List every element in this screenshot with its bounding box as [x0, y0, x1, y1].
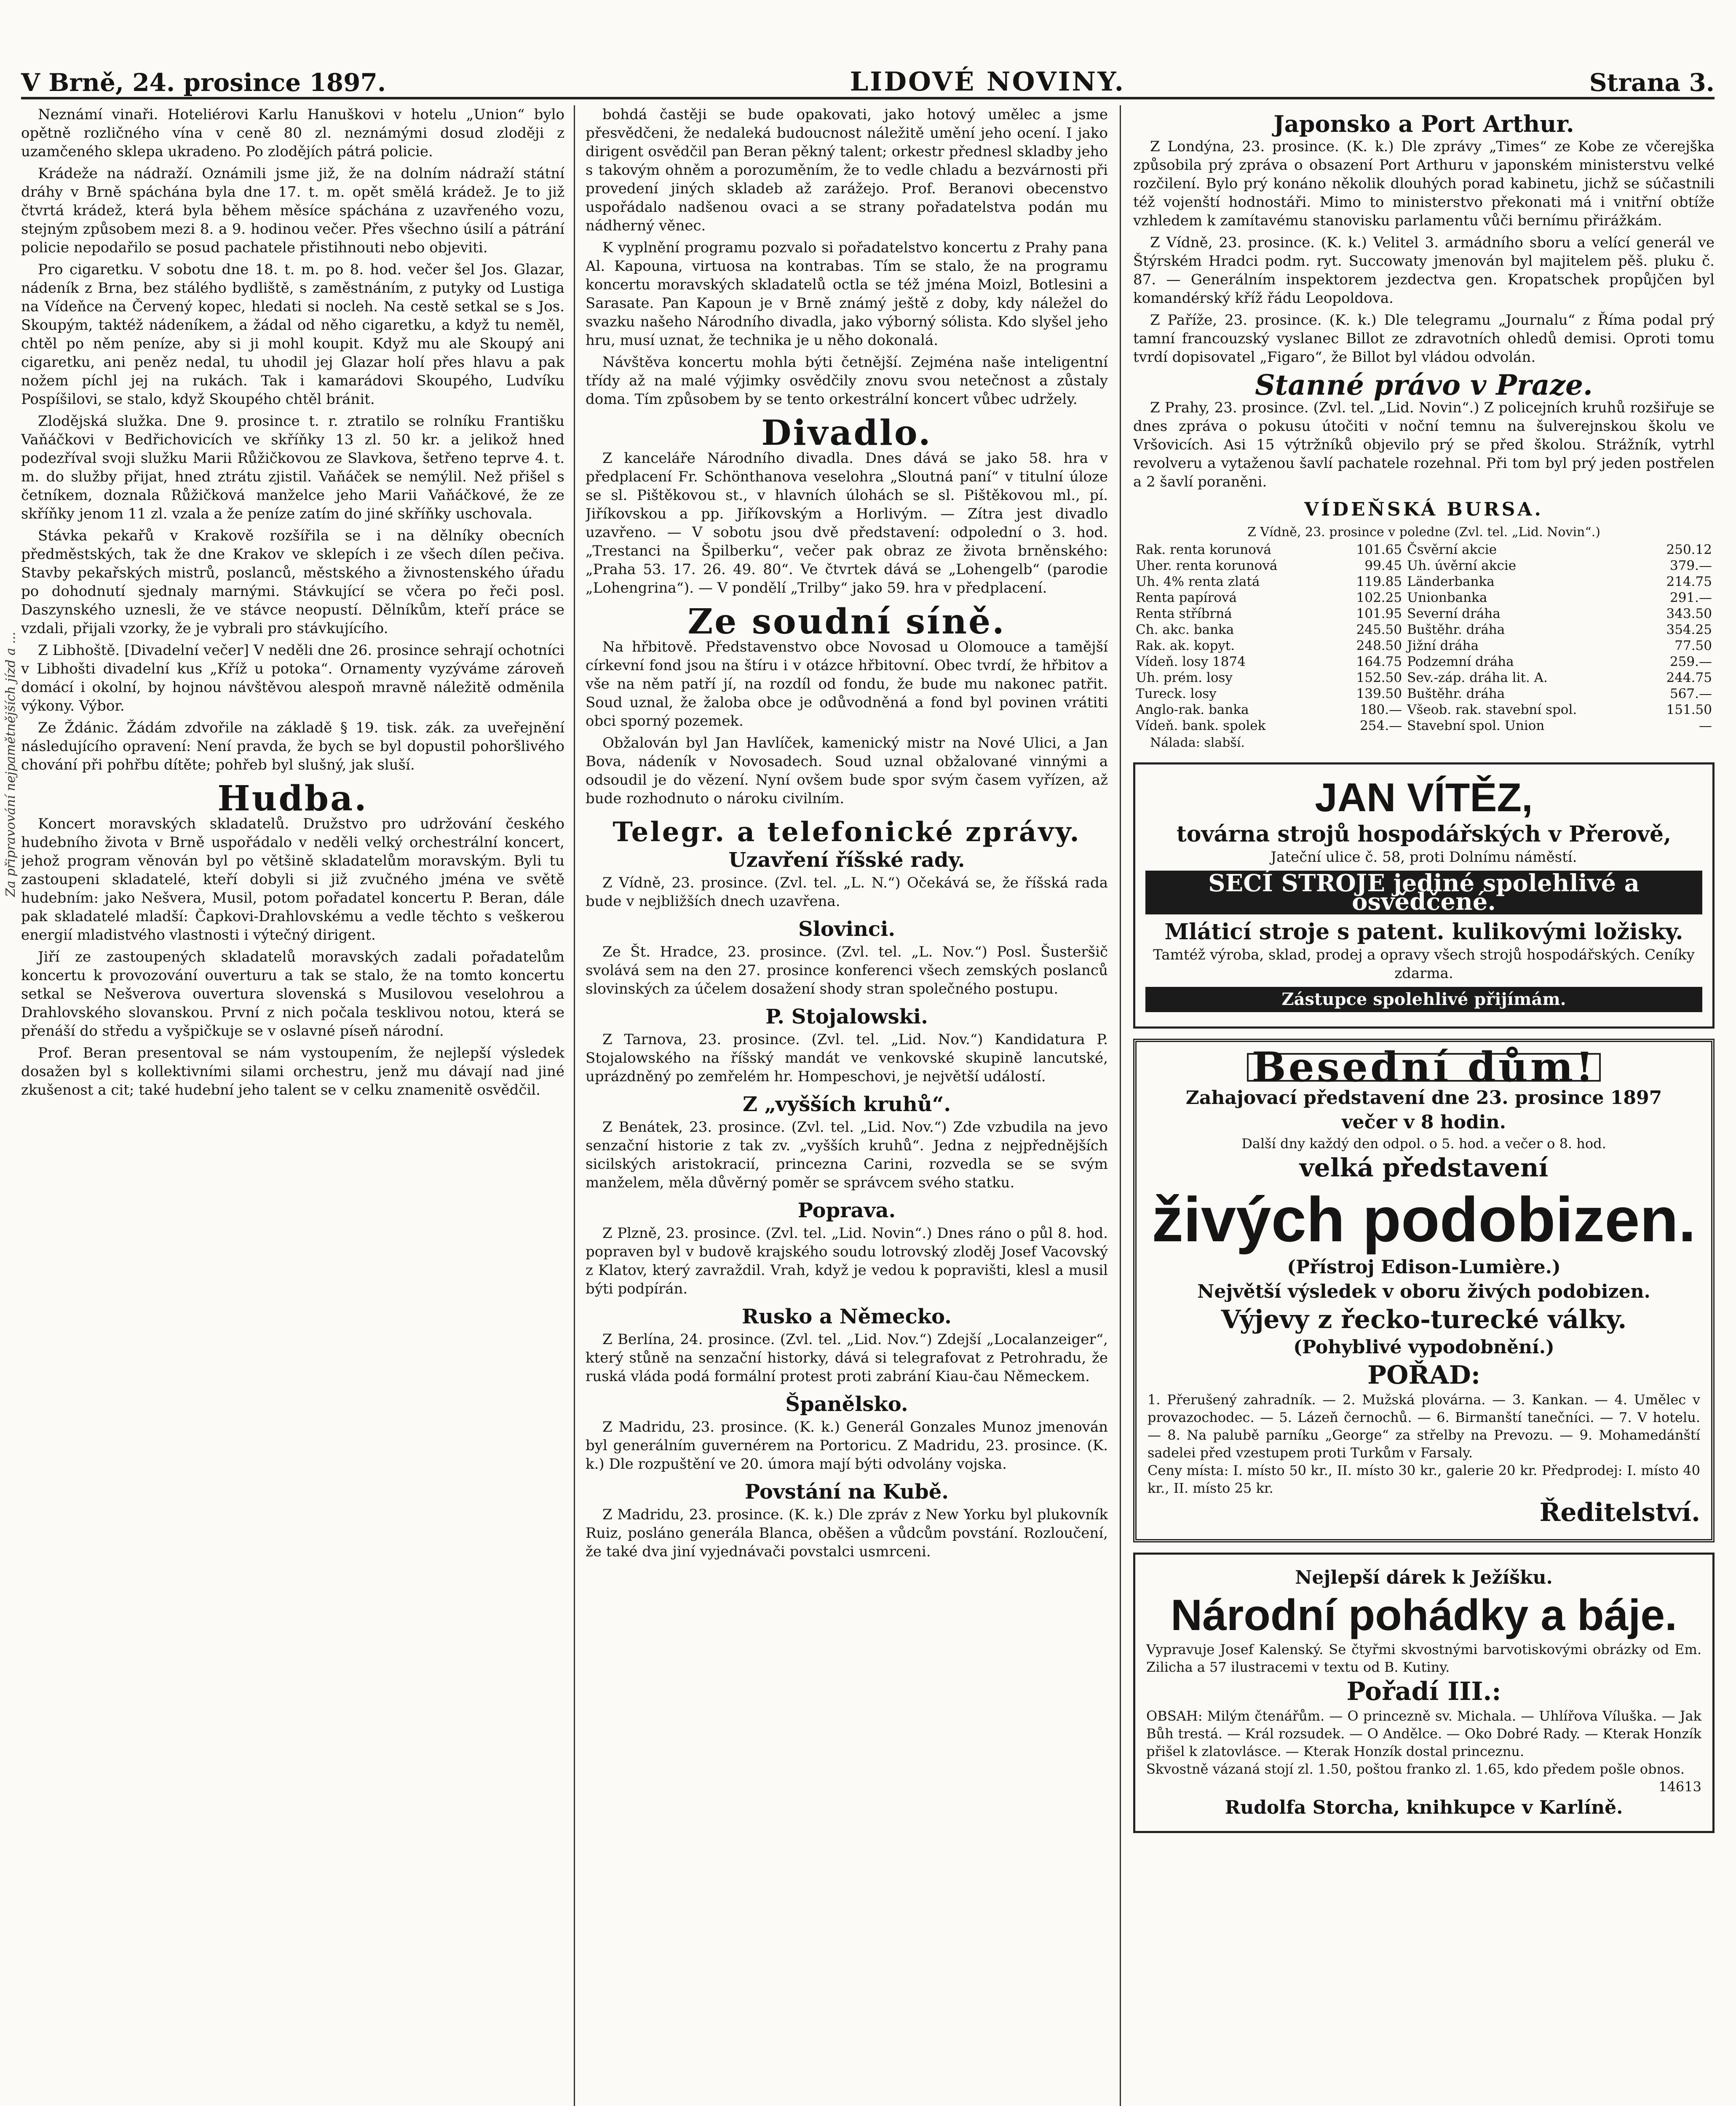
- advertisement-pohadky: [1133, 1553, 1715, 1833]
- news-text: Z Benátek, 23. prosince. (Zvl. tel. „Lid. Nov.“) Zde vzbudila na jevo senzační historie z tak zv. „vyšších kruhů“. Jedna z nejpřednějších sicilských aristokracií, princezna Carini, rozvedla se se svým manželem, měla důvěrný poměr se správcem svého statku.: [586, 1119, 1108, 1191]
- bursa-table: [1133, 542, 1715, 734]
- news-subheading: Z „vyšších kruhů“.: [742, 1093, 951, 1116]
- article-paragraph: Ze Ždánic. Žádám zdvořile na základě § 19. tisk. zák. za uveřejnění následujícího opravení: Není pravda, že bych se byl dopustil pohoršlivého chování při pohřbu dítěte; pohřeb byl slušný, jak sluší.: [21, 719, 564, 773]
- ad-line: Mláticí stroje s patent. kulikovými ložisky.: [1164, 919, 1683, 945]
- ad-subtitle: Pořadí III.:: [1346, 1677, 1501, 1706]
- ad-signature: Ředitelství.: [1539, 1498, 1700, 1527]
- article-paragraph: Z kanceláře Národního divadla. Dnes dává se jako 58. hra v předplacení Fr. Schönthanova veselohra „Sloutná paní“ v titulní úloze se sl. Pištěkovou st., v hlavních úlohách se sl. Pištěkovou ml., pí. Jiříkovskou a pp. Jiříkovským a Horlivým. — Zítra jest divadlo uzavřeno. — V sobotu jsou dvě představení: odpolední o 3. hod. „Trestanci na Špilberku“, večer pak obraz ze života brněnského: „Praha 53. 17. 26. 49. 80“. Ve čtvrtek dává se „Lohengelb“ (parodie „Lohengrina“). — V pondělí „Trilby“ jako 59. hra v předplacení.: [586, 450, 1108, 596]
- column-rule: [574, 105, 575, 2106]
- ad-line: Výjevy z řecko-turecké války.: [1221, 1305, 1627, 1334]
- ad-line: (Pohyblivé vypodobnění.): [1293, 1336, 1554, 1358]
- column-1: [21, 105, 564, 2106]
- bursa-value: 379.—: [1669, 558, 1712, 573]
- section-heading-hudba: Hudba.: [217, 778, 368, 819]
- article-paragraph: Zlodějská služka. Dne 9. prosince t. r. ztratilo se rolníku Františku Vaňáčkovi v Bedřichovicích ve skříňky 13 zl. 50 kr. a jelikož hned podezříval svoji služku Marii Růžičkovou ze Slavkova, šetřeno teprve 4. t. m. do služby přijat, hned ztrátu zjistil. Vaňáček se nemýlil. Než přišel s četníkem, doznala Růžičková manželce jeho Marii Vaňáčkové, že ze skříňky jenom 11 zl. vzala a že peníze zatím do jiné skříňky uschovala.: [21, 413, 564, 522]
- article-paragraph: Krádeže na nádraží. Oznámili jsme již, že na dolním nádraží státní dráhy v Brně spáchána byla dne 17. t. m. opět smělá krádež. Je to již čtvrtá krádež, která byla během měsíce spáchána z uzavřeného vozu, stejným způsobem mezi 8. a 9. hodinou večer. Přes všechno úsilí a pátrání policie nepodařilo se posud pachatele přistihnouti nebo objeviti.: [21, 165, 564, 256]
- bursa-value: 214.75: [1666, 574, 1712, 589]
- news-text: Z Plzně, 23. prosince. (Zvl. tel. „Lid. Novin“.) Dnes ráno o půl 8. hod. popraven byl v budově krajského soudu lotrovský zloděj Josef Vacovský z Klatov, který zavraždil. Vrah, když je vedou k popravišti, klesl a musil býti podpírán.: [586, 1225, 1108, 1297]
- news-text: Ze Št. Hradce, 23. prosince. (Zvl. tel. „L. Nov.“) Posl. Šusteršič svolává sem na den 27. prosince konferenci všech zemských poslanců slovinských za účelem dosažení shody stran společného postupu.: [586, 943, 1108, 997]
- bursa-value: 245.50: [1356, 622, 1402, 637]
- bursa-label: Länderbanka: [1407, 574, 1495, 589]
- bursa-value: 99.45: [1364, 558, 1402, 573]
- ad-line: Zahajovací představení dne 23. prosince 1897: [1185, 1087, 1662, 1109]
- article-paragraph: K vyplnění programu pozvalo si pořadatelstvo koncertu z Prahy pana Al. Kapouna, virtuosa na kontrabas. Tím se stalo, že na programu koncertu moravských skladatelů octla se též jména Moizl, Botlesini a Sarasate. Pan Kapoun je v Brně známý ještě z doby, kdy náležel do svazku našeho Národního divadla, jako výborný sólista. Kdo slyšel jeho hru, musí uznat, že technika je u něho dokonalá.: [586, 239, 1108, 349]
- bursa-value: 354.25: [1666, 622, 1712, 637]
- bursa-label: Uh. prém. losy: [1136, 670, 1233, 685]
- bursa-label: Renta papírová: [1136, 590, 1237, 605]
- bursa-label: Podzemní dráha: [1407, 654, 1514, 669]
- bursa-row: [1133, 702, 1715, 718]
- newspaper-page: [21, 51, 1715, 2106]
- bursa-value: 152.50: [1356, 670, 1402, 685]
- ad-prices: Ceny místa: I. místo 50 kr., II. místo 30 kr., galerie 20 kr. Předprodej: I. místo 40 kr., II. místo 25 kr.: [1148, 1462, 1700, 1496]
- bursa-row: [1133, 654, 1715, 670]
- news-text: Z Tarnova, 23. prosince. (Zvl. tel. „Lid. Nov.“) Kandidatura P. Stojalowského na říšský mandát ve venkovské skupině lancutské, uprázdněný po zemřelém hr. Hompeschovi, je největší událostí.: [586, 1031, 1108, 1085]
- bursa-value: —: [1699, 718, 1712, 733]
- bursa-row: [1133, 606, 1715, 622]
- page-number: Strana 3.: [1589, 68, 1715, 97]
- bursa-label: Jižní dráha: [1407, 638, 1479, 653]
- bursa-value: 250.12: [1666, 542, 1712, 557]
- ad-line: Další dny každý den odpol. o 5. hod. a večer o 8. hod.: [1241, 1136, 1606, 1152]
- ad-line: (Přístroj Edison-Lumière.): [1287, 1256, 1561, 1278]
- news-subheading: Poprava.: [797, 1199, 896, 1222]
- advertisement-besedni-dum: [1133, 1039, 1715, 1542]
- ad-company-name: JAN VÍTĚZ,: [1315, 775, 1533, 820]
- bursa-value: 291.—: [1669, 590, 1712, 605]
- ad-line: Tamtéž výroba, sklad, prodej a opravy všech strojů hospodářských. Ceníky zdarma.: [1153, 946, 1695, 982]
- bursa-heading: VÍDEŇSKÁ BURSA.: [1304, 499, 1543, 520]
- news-text: Z Paříže, 23. prosince. (K. k.) Dle telegramu „Journalu“ z Říma podal prý tamní francouzský vyslanec Billot ze zdravotních ohledů demisi. Oproti tomu tvrdí dopisovatel „Figaro“, že Billot byl vládou odvolán.: [1133, 312, 1715, 366]
- article-paragraph: Stávka pekařů v Krakově rozšířila se i na dělníky obecních předměstských, tak že dne Krakov ve sklepích i ze všech dílen pečiva. Stavby pekařských mistrů, poslanců, městského a živnostenského úřadu po dohodnutí sjednaly marnými. Stávkující se včera po řeči posl. Daszynského uznesli, že ve stávce neopustí. Dělníkům, kteří práce se vzdali, přijali vzorky, že je vybrali pro stávkujícího.: [21, 527, 564, 637]
- bursa-row: [1133, 670, 1715, 686]
- bursa-value: 102.25: [1356, 590, 1402, 605]
- masthead-title: LIDOVÉ NOVINY.: [850, 66, 1126, 97]
- bursa-value: 101.65: [1356, 542, 1402, 557]
- bursa-value: 343.50: [1666, 606, 1712, 621]
- news-text: Z Vídně, 23. prosince. (Zvl. tel. „L. N.“) Očekává se, že říšská rada bude v nejbližších dnech uzavřena.: [586, 874, 1108, 910]
- article-paragraph: Návštěva koncertu mohla býti četnější. Zejména naše inteligentní třídy až na malé výjimky osvědčily znovu svou netečnost a zůstaly doma. Tím způsobem by se tento orkestrální koncert vůbec udržely.: [586, 354, 1108, 408]
- bursa-label: Rak. ak. kopyt.: [1136, 638, 1235, 653]
- bursa-label: Uh. úvěrní akcie: [1407, 558, 1517, 573]
- news-subheading: Španělsko.: [785, 1392, 908, 1416]
- article-paragraph: Na hřbitově. Představenstvo obce Novosad u Olomouce a tamější církevní fond jsou na štíru i v otázce hřbitovní. Obec tvrdí, že hřbitov a vše na něm patří jí, na rozdíl od fondu, že bude mu nakonec patřit. Soud uznal, že žaloba obce je odůvodněná a fond byl povinen vrátiti obci sporný pozemek.: [586, 639, 1108, 730]
- bursa-value: 567.—: [1669, 686, 1712, 701]
- bursa-mood: Nálada: slabší.: [1150, 735, 1245, 750]
- news-text: Z Madridu, 23. prosince. (K. k.) Dle zpráv z New Yorku byl plukovník Ruiz, posláno generála Blanca, oběšen a vůdcům povstání. Rozloučení, že také dva jiní vyjednávači povstalci usmrceni.: [586, 1506, 1108, 1560]
- bursa-value: 244.75: [1666, 670, 1712, 685]
- bursa-value: 151.50: [1666, 702, 1712, 717]
- ad-line: továrna strojů hospodářských v Přerově,: [1176, 821, 1672, 847]
- bursa-label: Čsvěrní akcie: [1407, 542, 1497, 557]
- bursa-label: Vídeň. losy 1874: [1136, 654, 1246, 669]
- news-text: Z Londýna, 23. prosince. (K. k.) Dle zprávy „Times“ ze Kobe ze včerejška způsobila prý zpráva o obsazení Port Arthuru v japonském ministerstvu velké rozčilení. Bylo prý konáno několik dlouhých porad kabinetu, jichž se súčastnili též vojenští hodnostáři. Mimo to ministerstvo překonati má i vnitřní obtíže vzhledem k zamítavému stanovisku parlamentu vůči bernímu přirážkám.: [1133, 138, 1715, 229]
- bursa-value: 180.—: [1360, 702, 1402, 717]
- news-subheading: Povstání na Kubě.: [745, 1480, 949, 1504]
- section-heading-stanne: Stanné právo v Praze.: [1255, 369, 1593, 401]
- article-paragraph: Z Libhoště. [Divadelní večer] V neděli dne 26. prosince sehrají ochotníci v Libhošti divadelní kus „Kříž u potoka“. Ornamenty vyzýváme zároveň domácí i okolní, by hojnou návštěvou alespoň mravně náležitě odměnila výkony. Výbor.: [21, 642, 564, 714]
- header-date: V Brně, 24. prosince 1897.: [21, 68, 386, 97]
- ad-code: 14613: [1658, 1779, 1701, 1795]
- ad-price: Skvostně vázaná stojí zl. 1.50, poštou franko zl. 1.65, kdo předem pošle obnos.: [1146, 1761, 1685, 1777]
- ad-highlight: Zástupce spolehlivé přijímám.: [1145, 987, 1702, 1012]
- bursa-label: Unionbanka: [1407, 590, 1487, 605]
- news-text: Z Madridu, 23. prosince. (K. k.) Generál Gonzales Munoz jmenován byl generálním guvernérem na Portoricu. Z Madridu, 23. prosince. (K. k.) Dle rozpuštění ve 20. úmora mají býti odvolány vojska.: [586, 1419, 1108, 1473]
- bursa-row: [1133, 542, 1715, 558]
- ad-big-heading: živých podobizen.: [1152, 1184, 1696, 1255]
- ad-publisher: Rudolfa Storcha, knihkupce v Karlíně.: [1225, 1797, 1623, 1818]
- advertisement-jan-vitez: [1133, 762, 1715, 1029]
- ad-line: Jateční ulice č. 58, proti Dolnímu náměstí.: [1271, 849, 1577, 866]
- column-rule: [1120, 105, 1121, 2106]
- bursa-row: [1133, 574, 1715, 590]
- ad-big-heading: Národní pohádky a báje.: [1170, 1591, 1677, 1640]
- news-subheading: Uzavření říšské rady.: [728, 848, 965, 872]
- margin-note-text: Za připravování nejpamětnějších jízd a ...: [3, 632, 18, 897]
- news-text: Z Prahy, 23. prosince. (Zvl. tel. „Lid. Novin“.) Z policejních kruhů rozšiřuje se dnes zpráva o pokusu útočiti v noční temnu na šulverejnskou školu ve Vršovicích. Asi 15 výtržníků objevilo prý se před školou. Strážník, vytrhl revolveru a vytaženou šavlí pachatele rozehnal. Při tom byl prý jeden postřelen a 2 šavlí poraněni.: [1133, 399, 1715, 490]
- section-heading-telegr: Telegr. a telefonické zprávy.: [613, 816, 1081, 848]
- column-3: [1133, 105, 1715, 2106]
- bursa-label: Rak. renta korunová: [1136, 542, 1271, 557]
- news-subheading: Slovinci.: [798, 917, 896, 941]
- article-paragraph: Neznámí vinaři. Hoteliérovi Karlu Hanuškovi v hotelu „Union“ bylo opětně rozličného vína v ceně 80 zl. neznámými dosud zloději z uzamčeného sklepa ukradeno. Po zlodějích pátrá policie.: [21, 106, 564, 160]
- bursa-label: Ch. akc. banka: [1136, 622, 1234, 637]
- column-2: [586, 105, 1108, 2106]
- article-paragraph: Jiří ze zastoupených skladatelů moravských zadali pořadatelům koncertu k provozování ouverturu a tak se stalo, že na tomto koncertu setkal se Nešverova ouvertura slovenská s Musilovou veselohrou a Drahlovského slovanskou. První z nich počala tesklivou notou, která se přenáší do středu a vyšpičkuje se v oslavné píseň národní.: [21, 949, 564, 1040]
- article-paragraph: Pro cigaretku. V sobotu dne 18. t. m. po 8. hod. večer šel Jos. Glazar, nádeník z Brna, bez stálého bydliště, s zaměstnáním, z putyky od Lustiga na Vídeňce na Červený kopec, hledati si nocleh. Na cestě setkal se s Jos. Skoupým, taktéž nádeníkem, a žádal od něho cigaretku, a když tu neměl, chtěl po něm peníze, aby si ji mohl koupit. Když mu ale Skoupý ani cigaretku, ani peněz nedal, tu uhodil jej Glazar holí přes hlavu a pak nožem píchl jej na rukách. Tak i kamarádovi Skoupého, Ludvíku Pospíšilovi, se stalo, když Skoupého chtěl bránit.: [21, 261, 564, 408]
- ad-line: velká představení: [1299, 1153, 1549, 1183]
- ad-line: večer v 8 hodin.: [1342, 1112, 1506, 1133]
- bursa-row: [1133, 590, 1715, 606]
- article-paragraph: bohdá častěji se bude opakovati, jako hotový umělec a jsme přesvědčeni, že nedaleká budoucnost náležitě umění jeho ocení. I jako dirigent osvědčil pan Beran pěkný talent; orkestr přednesl skladby jeho s takovým ohněm a porozuměním, že to vedle chladu a bezvárnosti při provedení jiných skladeb až zarážejo. Prof. Beranovi obecenstvo uspořádalo nadšenou ovaci a se strany pořadatelstva podán mu nádherný věnec.: [586, 106, 1108, 234]
- bursa-value: 101.95: [1356, 606, 1402, 621]
- news-subheading: Rusko a Německo.: [742, 1305, 952, 1328]
- ad-program: 1. Přerušený zahradník. — 2. Mužská plovárna. — 3. Kankan. — 4. Umělec v provazochodec. — 5. Lázeň černochů. — 6. Birmanští tanečníci. — 7. V hotelu. — 8. Na palubě parníku „George“ za střelby na Prevozu. — 9. Mohamedánští sadelei před vzestupem proti Turkům v Farsaly.: [1148, 1392, 1700, 1461]
- bursa-value: 164.75: [1356, 654, 1402, 669]
- ad-contents: OBSAH: Milým čtenářům. — O princezně sv. Michala. — Uhlířova Víluška. — Jak Bůh trestá. — Král rozsudek. — O Andělce. — Oko Dobré Rady. — Kterak Honzík přišel k zlatovlásce. — Kterak Honzík dostal princeznu.: [1146, 1708, 1701, 1759]
- bursa-label: Uh. 4% renta zlatá: [1136, 574, 1260, 589]
- news-text: Z Vídně, 23. prosince. (K. k.) Velitel 3. armádního sboru a velící generál ve Štýrském Hradci podm. ryt. Succowaty jmenován byl majitelem pěš. pluku č. 87. — Generálním inspektorem jezdectva gen. Kropatschek propůjčen byl komandérský kříž řádu Leopoldova.: [1133, 234, 1715, 307]
- bursa-label: Stavební spol. Union: [1407, 718, 1545, 733]
- bursa-row: [1133, 638, 1715, 654]
- bursa-subheading: Z Vídně, 23. prosince v poledne (Zvl. tel. „Lid. Novin“.): [1247, 525, 1600, 540]
- article-paragraph: Obžalován byl Jan Havlíček, kamenický mistr na Nové Ulici, a Jan Bova, nádeník v Novosadech. Soud uznal obžalované vinnými a odsoudil je do vězení. Nyní ovšem bude spor svým časem vyřízen, až bude rozhodnuto o nároku civilním.: [586, 735, 1108, 807]
- news-subheading: P. Stojalowski.: [765, 1005, 928, 1029]
- bursa-value: 77.50: [1674, 638, 1712, 653]
- bursa-label: Uher. renta korunová: [1136, 558, 1278, 573]
- bursa-row: [1133, 686, 1715, 702]
- ad-line: Nejlepší dárek k Ježíšku.: [1295, 1567, 1553, 1588]
- bursa-value: 119.85: [1356, 574, 1402, 589]
- section-heading-japan: Japonsko a Port Arthur.: [1273, 110, 1574, 137]
- section-heading-divadlo: Divadlo.: [761, 413, 932, 453]
- ad-program-title: POŘAD:: [1367, 1360, 1480, 1390]
- bursa-row: [1133, 558, 1715, 574]
- bursa-label: Renta stříbrná: [1136, 606, 1232, 621]
- bursa-value: 254.—: [1360, 718, 1402, 733]
- margin-note: [3, 632, 20, 2106]
- ad-line: Vypravuje Josef Kalenský. Se čtyřmi skvostnými barvotiskovými obrázky od Em. Zilicha a 57 ilustracemi v textu od B. Kutiny.: [1146, 1641, 1701, 1675]
- page-header: [21, 51, 1715, 99]
- article-paragraph: Koncert moravských skladatelů. Družstvo pro udržování českého hudebního života v Brně uspořádalo v neděli velký orchestrální koncert, jehož program věnován byl po většině skladatelům moravským. Byli tu zastoupeni skladatelé, kteří dobyli si již zvučného jména ve světě hudebním: jako Nešvera, Musil, potom pořadatel koncertu P. Beran, dále pak skladatelé mladší: Čapkovi-Drahlovskému a vedle těchto s veškerou energií mladistvého vlastnosti i výtečný dirigent.: [21, 815, 564, 943]
- bursa-label: Sev.-záp. dráha lit. A.: [1407, 670, 1548, 685]
- ad-line: Největší výsledek v oboru živých podobizen.: [1197, 1281, 1650, 1302]
- news-text: Z Berlína, 24. prosince. (Zvl. tel. „Lid. Nov.“) Zdejší „Localanzeiger“, který stůně na senzační historky, dává si telegrafovat z Petrohradu, že ruská vláda podá formální protest proti zabrání Kiau-čau Německem.: [586, 1331, 1108, 1385]
- section-heading-soud: Ze soudní síně.: [687, 601, 1006, 642]
- bursa-row: [1133, 718, 1715, 734]
- article-paragraph: Prof. Beran presentoval se nám vystoupením, že nejlepší výsledek dosažen byl s kollektivními silami orchestru, jenž mu dávají nad jiné zkušenost a cit; také hudební jeho talent se v celku znamenitě osvědčil.: [21, 1045, 564, 1098]
- bursa-label: Buštěhr. dráha: [1407, 622, 1505, 637]
- ad-title: Besední dům!: [1247, 1053, 1601, 1082]
- bursa-row: [1133, 622, 1715, 638]
- bursa-label: Vídeň. bank. spolek: [1136, 718, 1266, 733]
- bursa-value: 139.50: [1356, 686, 1402, 701]
- bursa-value: 248.50: [1356, 638, 1402, 653]
- bursa-value: 259.—: [1669, 654, 1712, 669]
- ad-highlight: SECÍ STROJE jediné spolehlivé a osvědčené.: [1145, 871, 1702, 914]
- bursa-label: Anglo-rak. banka: [1136, 702, 1249, 717]
- bursa-label: Všeob. rak. stavební spol.: [1407, 702, 1577, 717]
- bursa-label: Severní dráha: [1407, 606, 1501, 621]
- bursa-label: Buštěhr. dráha: [1407, 686, 1505, 701]
- bursa-label: Tureck. losy: [1136, 686, 1217, 701]
